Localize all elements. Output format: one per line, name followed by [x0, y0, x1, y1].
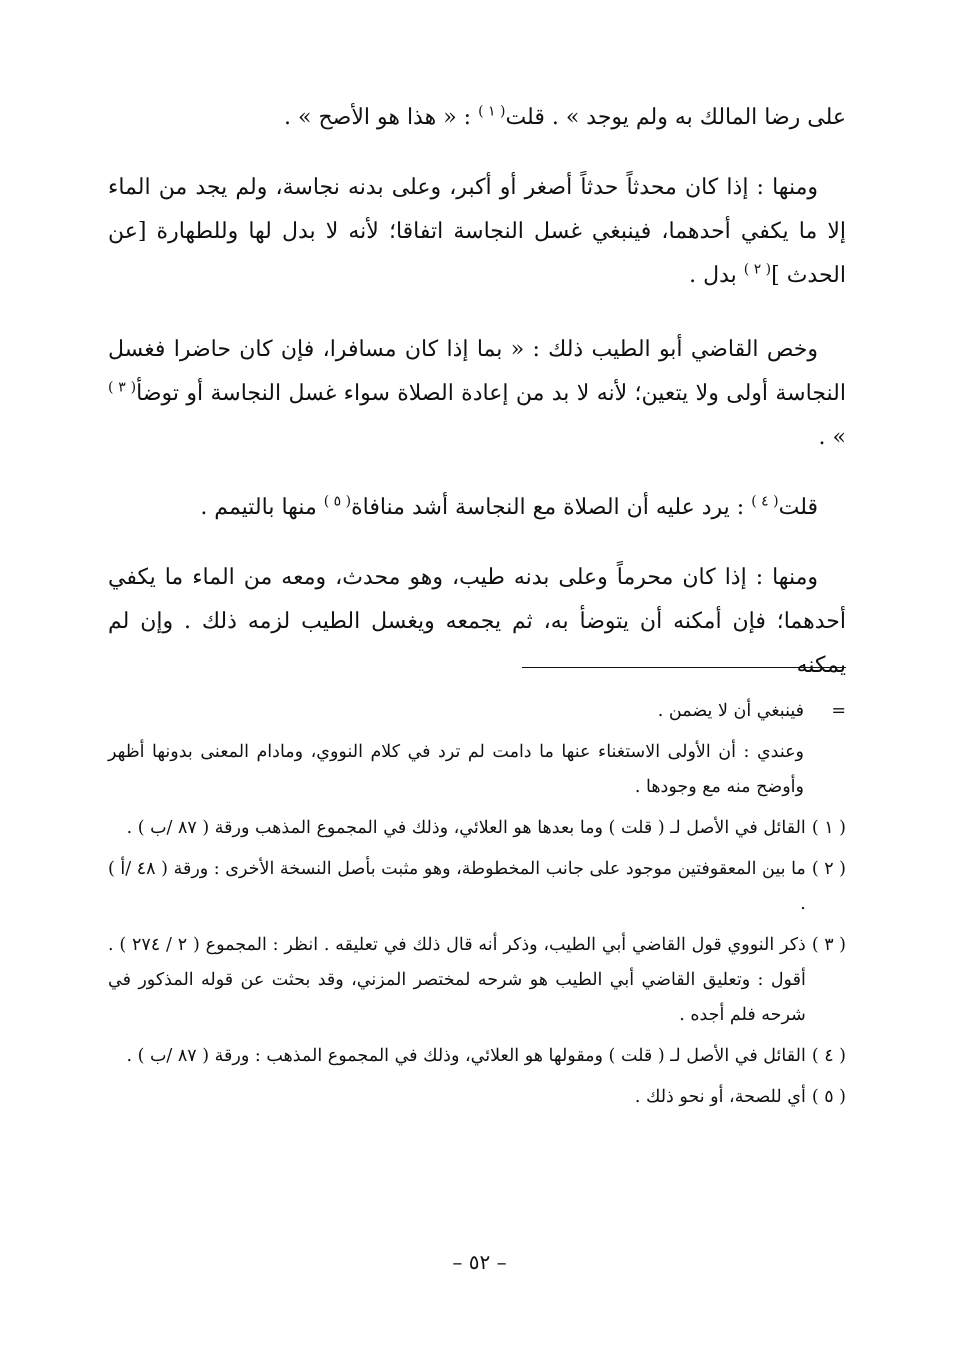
footnote-text: أي للصحة، أو نحو ذلك .	[634, 1087, 806, 1107]
footnote-number: ( ٣ )	[811, 935, 846, 955]
paragraph-2-text-a: ومنها : إذا كان محدثاً حدثاً أصغر أو أكبر، وعلى بدنه نجاسة، ولم يجد من الماء إلا ما يكفي أحدهما، فينبغي غسل النجاسة اتفاقا؛ لأنه لا بدل لها وللطهارة [عن الحدث ]	[108, 175, 846, 288]
footnote-text: ما بين المعقوفتين موجود على جانب المخطوطة، وهو مثبت بأصل النسخة الأخرى : ورقة ( ٤٨ /أ ) .	[108, 859, 806, 914]
continuation-text: فينبغي أن لا يضمن .	[657, 701, 804, 721]
paragraph-4-text-b: : يرد عليه أن الصلاة مع النجاسة أشد منافاة	[351, 495, 752, 520]
main-text	[108, 96, 846, 688]
footnote-5	[108, 1080, 846, 1115]
paragraph-2-text-b: بدل .	[689, 263, 744, 288]
footnote-ref-5[interactable]: ( ٥ )	[323, 493, 352, 510]
footnote-ref-2[interactable]: ( ٢ )	[743, 261, 772, 278]
continuation-paragraph-text: وعندي : أن الأولى الاستغناء عنها ما دامت لم ترد في كلام النووي، ومادام المعنى بدونها أظهر وأوضح منه مع وجودها .	[108, 742, 804, 797]
footnote-2	[108, 852, 846, 922]
paragraph-2	[108, 166, 846, 298]
footnote-ref-3[interactable]: ( ٣ )	[108, 379, 137, 396]
paragraph-1-text-b: : « هذا هو الأصح » .	[284, 105, 479, 130]
footnote-number: ( ٤ )	[811, 1046, 846, 1066]
paragraph-1-text-a: على رضا المالك به ولم يوجد » . قلت	[505, 105, 846, 130]
paragraph-4-text-c: منها بالتيمم .	[200, 495, 324, 520]
footnote-text: القائل في الأصل لـ ( قلت ) وما بعدها هو العلائي، وذلك في المجموع المذهب ورقة ( ٨٧ /ب ) .	[126, 818, 806, 838]
paragraph-4-text-a: قلت	[778, 495, 818, 520]
footnote-number: ( ٥ )	[811, 1087, 846, 1107]
paragraph-3-text-b: » .	[818, 425, 846, 450]
footnote-continuation-paragraph	[108, 735, 846, 805]
continuation-marker: =	[831, 701, 846, 721]
paragraph-3	[108, 328, 846, 460]
footnotes	[108, 694, 846, 1121]
footnote-ref-1[interactable]: ( ١ )	[478, 103, 506, 120]
paragraph-3-text-a: وخص القاضي أبو الطيب ذلك : « بما إذا كان مسافرا، فإن كان حاضرا فغسل النجاسة أولى ولا يتعين؛ لأنه لا بد من إعادة الصلاة سواء غسل النجاسة أو توضأ	[108, 337, 846, 406]
footnote-4	[108, 1039, 846, 1074]
footnote-text: ذكر النووي قول القاضي أبي الطيب، وذكر أنه قال ذلك في تعليقه . انظر : المجموع ( ٢ / ٢٧٤ ) . أقول : وتعليق القاضي أبي الطيب هو شرحه لمختصر المزني، وقد بحثت عن قوله المذكور في شرحه فلم أجده .	[108, 935, 806, 1025]
footnote-text: القائل في الأصل لـ ( قلت ) ومقولها هو العلائي، وذلك في المجموع المذهب : ورقة ( ٨٧ /ب ) .	[126, 1046, 806, 1066]
footnote-1	[108, 811, 846, 846]
footnote-continuation-line	[108, 694, 846, 729]
footnote-3	[108, 928, 846, 1033]
paragraph-4	[108, 486, 846, 530]
paragraph-5: ومنها : إذا كان محرماً وعلى بدنه طيب، وهو محدث، ومعه من الماء ما يكفي أحدهما؛ فإن أمكنه أن يتوضأ به، ثم يجمعه ويغسل الطيب لزمه ذلك . وإن لم يمكنه	[108, 565, 846, 678]
footnote-ref-4[interactable]: ( ٤ )	[751, 493, 779, 510]
footnote-number: ( ١ )	[811, 818, 846, 838]
footnote-number: ( ٢ )	[811, 859, 846, 879]
footnote-separator	[522, 667, 846, 668]
page-number: – ٥٢ –	[452, 1250, 507, 1274]
paragraph-1	[108, 96, 846, 140]
